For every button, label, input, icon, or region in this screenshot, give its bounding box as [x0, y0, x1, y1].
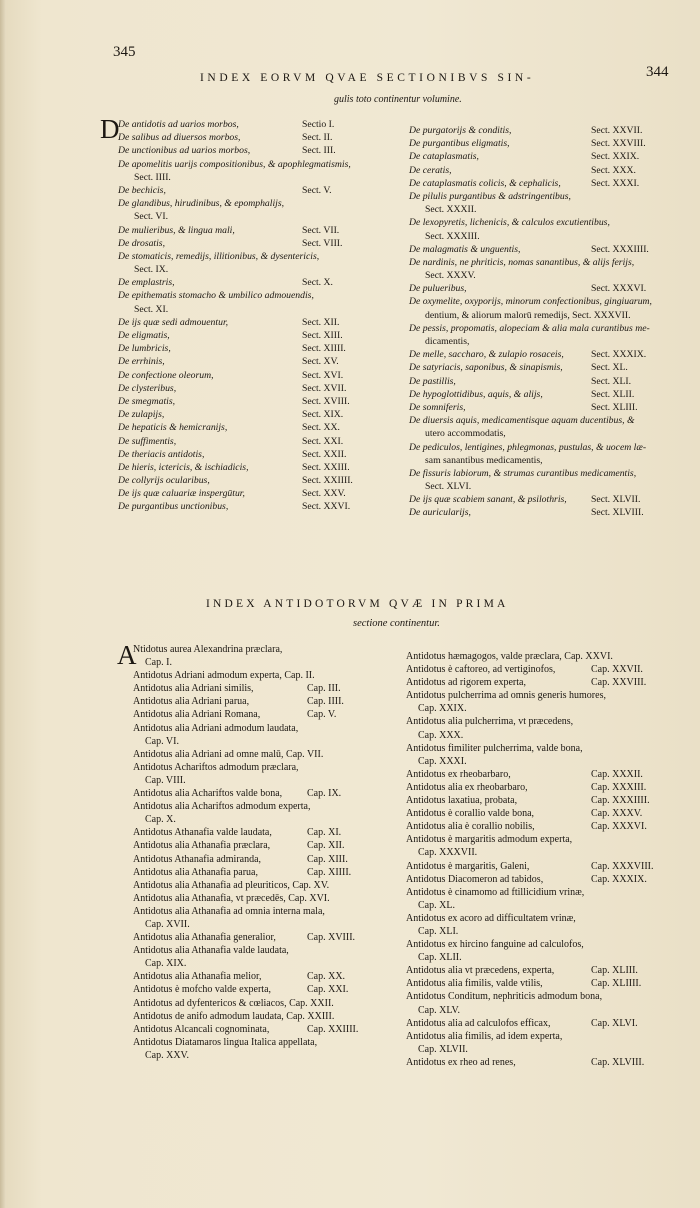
section-number: Sect. XXX. [591, 164, 636, 176]
index-entry-continuation: Cap. XXV. [145, 1049, 189, 1061]
index-entry-text: Antidotus Achariftos admodum præclara, [133, 761, 299, 773]
section-number: Sect. XIII. [302, 330, 343, 341]
running-head-subtitle: gulis toto continentur volumine. [334, 94, 462, 105]
chapter-number: Cap. XXI. [307, 984, 349, 996]
index-entry-continuation: Cap. XXXI. [418, 755, 467, 767]
index-entry-text: Antidotus alia Athanafia generalior, [133, 932, 276, 944]
index-entry [118, 237, 390, 250]
index-entry-text: Antidotus è mofcho valde experta, [133, 984, 272, 996]
index-entry [118, 421, 390, 434]
index-entry [406, 833, 678, 846]
index-entry-continuation: Sect. XXXV. [425, 270, 476, 282]
index-entry-text: De ceratis, [409, 164, 452, 176]
index-entry-text: De ijs quæ scabiem sanant, & psilothris, [409, 494, 567, 506]
chapter-number: Cap. XLVIII. [591, 1056, 645, 1068]
index-entry [133, 853, 395, 866]
index-entry [133, 866, 395, 879]
index-entry [133, 722, 395, 735]
index-entry-text: De unctionibus ad uarios morbos, [118, 145, 251, 157]
chapter-number: Cap. XLIII. [591, 965, 638, 977]
index-entry [133, 905, 395, 918]
index-entry [118, 355, 390, 368]
index-entry [409, 467, 674, 480]
index-entry-text: De ijs quæ caluariæ inspergūtur, [118, 488, 245, 500]
chapter-number: Cap. IX. [307, 788, 342, 800]
index-entry-text: De pilulis purgantibus & adstringentibus, [409, 190, 571, 202]
index-entry [409, 256, 674, 269]
index-entry [409, 375, 674, 388]
index-entry [406, 820, 678, 833]
index-entry-text: Antidotus fimiliter pulcherrima, valde bona, [406, 742, 583, 754]
index-entry [133, 748, 395, 761]
index-entry [406, 964, 678, 977]
chapter-number: Cap. III. [307, 683, 341, 695]
index-entry-text: Antidotus alia Achariftos admodum experta, [133, 801, 311, 813]
index-entry [406, 663, 678, 676]
index-entry [409, 493, 674, 506]
index-entry [406, 1017, 678, 1030]
section-number: Sect. XVII. [302, 382, 347, 394]
index-entry-text: Antidotus alia Adriani admodum laudata, [133, 722, 299, 734]
index-entry-text: De satyriacis, saponibus, & sinapismis, [409, 362, 563, 374]
chapter-number: Cap. XVIII. [307, 932, 356, 944]
index-entry [118, 158, 390, 171]
index-entry-continuation: Sect. XXXII. [425, 204, 477, 216]
index-entry [133, 879, 395, 892]
index-entry [118, 408, 390, 421]
index-entry-text: Antidotus alia fimilis, ad idem experta, [406, 1030, 563, 1042]
index-entry-text: De drosatis, [118, 237, 166, 249]
index-entry-text: De collyrijs ocularibus, [118, 475, 210, 487]
index-entry-continuation: Cap. XVII. [145, 918, 190, 930]
index-entry [409, 190, 674, 203]
index-entry [118, 487, 390, 500]
index-entry-continuation: Cap. XXIX. [418, 703, 467, 715]
section-number: Sect. XL. [591, 362, 628, 374]
index-entry [118, 448, 390, 461]
index-entry [133, 892, 395, 905]
index-entry-text: Antidotus è cinamomo ad ftillicidium vrinæ, [406, 886, 585, 898]
index-entry [133, 997, 395, 1010]
index-entry [409, 348, 674, 361]
index-entry-text: Antidotus alia Athanafia parua, [133, 866, 258, 878]
index-entry-text: Antidotus Athanafia valde laudata, [133, 827, 272, 839]
index-entry [133, 839, 395, 852]
index-entry [118, 329, 390, 342]
index-entry-text: De glandibus, hirudinibus, & epomphalijs, [118, 198, 285, 210]
index-entry [118, 382, 390, 395]
index-entry-text: Antidotus pulcherrima ad omnis generis humores, [406, 690, 606, 702]
index-entry-text: De emplastris, [118, 277, 175, 289]
index-entry [406, 676, 678, 689]
index-entry-text: Antidotus alia Athanafia præclara, [133, 840, 271, 852]
index-entry [409, 124, 674, 137]
chapter-number: Cap. XXXVI. [591, 821, 647, 833]
index-entry-text: Antidotus alia Adriani Romana, [133, 709, 261, 721]
index-entry [118, 197, 390, 210]
index-entry-text: De purgantibus unctionibus, [118, 501, 229, 513]
index-entry [133, 787, 395, 800]
antidote-index-left-column [117, 640, 395, 1062]
section-number: Sect. XXVIII. [591, 138, 646, 150]
index-entry [406, 807, 678, 820]
section-number: Sect. XXIX. [591, 151, 640, 163]
index-entry [133, 708, 395, 721]
index-entry [406, 715, 678, 728]
antidote-index-subtitle: sectione continentur. [353, 618, 440, 629]
index-entry-text: Antidotus de anifo admodum laudata, Cap. XXIII. [133, 1010, 335, 1022]
chapter-number: Cap. XLVI. [591, 1017, 638, 1029]
section-number: Sect. XLIII. [591, 401, 638, 413]
section-number: Sectio I. [302, 119, 335, 130]
index-entry-text: De errhinis, [118, 356, 165, 368]
index-entry [409, 361, 674, 374]
index-entry [118, 250, 390, 263]
page-gutter [0, 0, 6, 1208]
index-entry-text: De somniferis, [409, 401, 466, 413]
index-entry-text: Antidotus alia Athanafia ad omnia interna mala, [133, 905, 325, 917]
chapter-number: Cap. XXIIII. [307, 1023, 359, 1035]
index-entry-text: Antidotus alia Achariftos valde bona, [133, 788, 283, 800]
index-entry-text: De pediculos, lentigines, phlegmonas, pustulas, & uocem læ- [409, 441, 647, 453]
index-entry-continuation: Sect. XXXIII. [425, 230, 480, 242]
section-number: Sect. V. [302, 184, 332, 196]
index-entry-text: Antidotus alia fimilis, valde vtilis, [406, 978, 543, 990]
index-entry-text: Antidotus alia Adriani parua, [133, 696, 250, 708]
index-entry-text: Antidotus alia Adriani similis, [133, 683, 254, 695]
index-entry [409, 177, 674, 190]
index-entry [409, 164, 674, 177]
index-entry-text: De apomelitis uarijs compositionibus, & apophlegmatismis, [118, 158, 351, 170]
index-entry [406, 1030, 678, 1043]
index-entry-text: Antidotus alia Athanafia valde laudata, [133, 945, 289, 957]
index-entry-text: Antidotus Athanafia admiranda, [133, 853, 262, 865]
index-entry [118, 342, 390, 355]
index-entry [409, 282, 674, 295]
index-entry-text: De cataplasmatis colicis, & cephalicis, [409, 177, 561, 189]
index-entry-text: De smegmatis, [118, 395, 176, 407]
index-entry-continuation: dentium, & aliorum malorū remedijs, Sect. XXXVII. [425, 309, 631, 321]
index-entry-text: De theriacis antidotis, [118, 448, 205, 460]
section-number: Sect. XXII. [302, 448, 347, 460]
index-entry [409, 216, 674, 229]
index-entry [406, 742, 678, 755]
chapter-number: Cap. XIIII. [307, 866, 352, 878]
section-number: Sect. XXXIX. [591, 349, 647, 361]
section-number: Sect. XXVI. [302, 501, 351, 513]
index-entry-text: Antidotus laxatiua, probata, [406, 795, 518, 807]
section-number: Sect. III. [302, 145, 336, 157]
index-entry [406, 650, 678, 663]
section-index-right-column [409, 124, 674, 520]
index-entry-continuation: Cap. XLVII. [418, 1043, 468, 1055]
index-entry [133, 800, 395, 813]
index-entry-text: Antidotus alia vt præcedens, experta, [406, 965, 555, 977]
index-entry [118, 144, 390, 157]
index-entry [133, 761, 395, 774]
index-entry-text: Antidotus Diatamaros lingua Italica appellata, [133, 1036, 318, 1048]
index-entry-continuation: dicamentis, [425, 336, 470, 347]
section-number: Sect. XVI. [302, 369, 344, 381]
section-number: Sect. VIII. [302, 237, 343, 249]
index-entry-continuation: Cap. XLII. [418, 952, 462, 964]
chapter-number: Cap. V. [307, 709, 337, 721]
index-entry-text: Antidotus ad rigorem experta, [406, 677, 526, 689]
index-entry [406, 781, 678, 794]
index-entry [406, 689, 678, 702]
index-entry-text: De mulieribus, & lingua mali, [118, 224, 235, 236]
index-entry-text: De bechicis, [118, 184, 166, 196]
index-entry-text: De diuersis aquis, medicamentisque aquam ducentibus, & [409, 415, 635, 427]
index-entry [133, 826, 395, 839]
index-entry [118, 184, 390, 197]
index-entry [409, 506, 674, 519]
index-entry-text: De hepaticis & hemicranijs, [118, 422, 228, 434]
index-entry-text: Antidotus alia Athanafia ad pleuriticos, Cap. XV. [133, 879, 330, 891]
index-entry-text: De oxymelite, oxyporijs, minorum confectionibus, gingiuarum, [409, 296, 652, 308]
index-entry-text: De pulueribus, [409, 283, 467, 295]
index-entry-text: De purgantibus eligmatis, [409, 138, 510, 150]
index-entry [409, 295, 674, 308]
index-entry [133, 931, 395, 944]
index-entry-continuation: Cap. XXXVII. [418, 847, 478, 859]
index-entry [118, 289, 390, 302]
chapter-number: Cap. XII. [307, 840, 345, 852]
index-entry-continuation: Sect. VI. [134, 211, 168, 223]
index-entry-text: Antidotus alia pulcherrima, vt præcedens, [406, 716, 574, 728]
index-entry [118, 435, 390, 448]
index-entry [406, 1056, 678, 1069]
index-entry-text: Antidotus ex acoro ad difficultatem vrinæ, [406, 912, 576, 924]
chapter-number: Cap. XXXII. [591, 768, 643, 780]
page-number-right: 344 [646, 64, 669, 80]
section-number: Sect. XXXI. [591, 177, 640, 189]
index-entry [406, 977, 678, 990]
chapter-number: Cap. XXVIII. [591, 677, 647, 689]
index-entry-continuation: Cap. XLV. [418, 1004, 460, 1016]
index-entry [406, 768, 678, 781]
section-number: Sect. VII. [302, 224, 340, 236]
index-entry [406, 794, 678, 807]
index-entry-continuation: sam sanantibus medicamentis, [425, 454, 543, 466]
drop-capital: A [117, 640, 137, 670]
section-number: Sect. II. [302, 132, 333, 144]
index-entry [133, 944, 395, 957]
index-entry-continuation: Cap. VIII. [145, 774, 186, 786]
index-entry [409, 414, 674, 427]
antidote-index-right-column [406, 650, 678, 1069]
index-entry-text: De pessis, propomatis, alopeciam & alia mala curantibus me- [409, 322, 650, 334]
index-entry-text: Antidotus ex rheo ad renes, [406, 1056, 516, 1068]
section-number: Sect. XXI. [302, 435, 344, 447]
section-number: Sect. XVIII. [302, 395, 350, 407]
section-index-left-column [100, 114, 390, 514]
index-entry [133, 983, 395, 996]
index-entry [409, 441, 674, 454]
index-entry [406, 990, 678, 1003]
index-entry-text: De nardinis, ne phriticis, nomas sanantibus, & alijs ferijs, [409, 256, 635, 268]
index-entry-text: De eligmatis, [118, 330, 170, 341]
chapter-number: Cap. XX. [307, 971, 346, 983]
index-entry-continuation: Cap. XLI. [418, 925, 459, 937]
index-entry [409, 137, 674, 150]
index-entry-text: De purgatorijs & conditis, [409, 125, 512, 136]
section-number: Sect. XLI. [591, 375, 632, 387]
index-entry-continuation: utero accommodatis, [425, 428, 506, 440]
index-entry-continuation: Cap. X. [145, 814, 176, 826]
page-number-left: 345 [113, 44, 136, 60]
index-entry-text: De epithematis stomacho & umbilico admouendis, [118, 290, 314, 302]
index-entry-continuation: Cap. XL. [418, 899, 455, 911]
chapter-number: Cap. IIII. [307, 696, 344, 708]
section-number: Sect. XXXVI. [591, 283, 647, 295]
index-entry-continuation: Cap. I. [145, 657, 172, 669]
section-number: Sect. XV. [302, 356, 339, 368]
index-entry [409, 388, 674, 401]
index-entry [118, 461, 390, 474]
chapter-number: Cap. XXXIIII. [591, 795, 650, 807]
index-entry-text: De ijs quæ sedi admouentur, [118, 316, 229, 328]
index-entry [133, 1036, 395, 1049]
section-number: Sect. XX. [302, 422, 340, 434]
index-entry-text: De stomaticis, remedijs, illitionibus, & dysentericis, [118, 250, 320, 262]
section-number: Sect. XIIII. [302, 343, 346, 355]
index-entry-text: De pastillis, [409, 375, 456, 387]
section-number: Sect. XII. [302, 316, 340, 328]
chapter-number: Cap. XI. [307, 827, 342, 839]
index-entry-text: Antidotus hæmagogos, valde præclara, Cap. XXVI. [406, 651, 613, 662]
index-entry [118, 369, 390, 382]
index-entry-text: De hypoglottidibus, aquis, & alijs, [409, 388, 543, 400]
index-entry-text: De malagmatis & unguentis, [409, 243, 521, 255]
index-entry-text: Antidotus è caftoreo, ad vertiginofos, [406, 664, 556, 676]
index-entry-text: Antidotus Adriani admodum experta, Cap. II. [133, 670, 315, 682]
index-entry-text: Antidotus alia Adriani ad omne malū, Cap. VII. [133, 748, 324, 760]
index-entry [406, 886, 678, 899]
index-entry [118, 474, 390, 487]
section-number: Sect. XXIIII. [302, 475, 353, 487]
index-entry-text: Antidotus ex hircino fanguine ad calculofos, [406, 939, 584, 951]
chapter-number: Cap. XXXIII. [591, 781, 647, 793]
chapter-number: Cap. XIII. [307, 853, 348, 865]
index-entry [409, 322, 674, 335]
index-entry-text: Antidotus alia ex rheobarbaro, [406, 781, 528, 793]
index-entry [118, 224, 390, 237]
index-entry-text: De lumbricis, [118, 343, 171, 355]
index-entry [118, 500, 390, 513]
index-entry [118, 395, 390, 408]
index-entry-text: De suffimentis, [118, 435, 177, 447]
index-entry [133, 1023, 395, 1036]
section-number: Sect. XXV. [302, 488, 346, 500]
index-entry [133, 970, 395, 983]
index-entry-text: De auricularijs, [409, 507, 471, 519]
index-entry-text: Antidotus Conditum, nephriticis admodum bona, [406, 991, 603, 1003]
index-entry-text: De lexopyretis, lichenicis, & calculos excutientibus, [409, 217, 610, 229]
index-entry-text: De antidotis ad uarios morbos, [118, 119, 239, 130]
chapter-number: Cap. XLIIII. [591, 978, 642, 990]
chapter-number: Cap. XXXIX. [591, 873, 647, 885]
section-number: Sect. XLVII. [591, 494, 641, 506]
section-number: Sect. XIX. [302, 409, 344, 421]
section-number: Sect. XXVII. [591, 125, 643, 136]
index-entry-text: Antidotus alia è corallio nobilis, [406, 821, 535, 833]
index-entry [118, 131, 390, 144]
index-entry-text: Antidotus Alcancali cognominata, [133, 1023, 270, 1035]
index-entry-continuation: Cap. XIX. [145, 958, 187, 970]
index-entry-continuation: Sect. XLVI. [425, 481, 472, 493]
index-entry-continuation: Cap. VI. [145, 735, 179, 747]
section-number: Sect. XLVIII. [591, 507, 644, 519]
index-entry-text: Antidotus alia Athanafia, vt præcedēs, Cap. XVI. [133, 892, 330, 904]
index-entry-text: De cataplasmatis, [409, 151, 479, 163]
index-entry [406, 938, 678, 951]
section-number: Sect. XXIII. [302, 461, 350, 473]
index-entry [133, 695, 395, 708]
index-entry-continuation: Sect. IX. [134, 264, 169, 276]
antidote-index-title: INDEX ANTIDOTORVM QVÆ IN PRIMA [206, 598, 509, 610]
chapter-number: Cap. XXXVIII. [591, 860, 654, 872]
index-entry [409, 401, 674, 414]
index-entry-text: Antidotus ex rheobarbaro, [406, 768, 511, 780]
section-number: Sect. XLII. [591, 388, 635, 400]
index-entry [133, 1010, 395, 1023]
chapter-number: Cap. XXXV. [591, 808, 643, 820]
index-entry-text: Antidotus Diacomeron ad tabidos, [406, 873, 544, 885]
index-entry-text: De clysteribus, [118, 382, 177, 394]
drop-capital: D [100, 114, 120, 144]
section-number: Sect. XXXIIII. [591, 243, 649, 255]
index-entry [406, 873, 678, 886]
index-entry-continuation: Sect. XI. [134, 303, 169, 315]
index-entry-text: Antidotus è margaritis admodum experta, [406, 834, 573, 846]
index-entry [406, 912, 678, 925]
index-entry-text: Antidotus è margaritis, Galeni, [406, 860, 530, 872]
index-entry-text: Antidotus alia ad calculofos efficax, [406, 1017, 551, 1029]
index-entry [406, 860, 678, 873]
index-entry-text: De zulapijs, [118, 409, 165, 421]
index-entry-text: Ntidotus aurea Alexandrina præclara, [133, 644, 283, 655]
running-head-title: INDEX EORVM QVAE SECTIONIBVS SIN- [200, 72, 535, 84]
index-entry-text: Antidotus è corallio valde bona, [406, 808, 535, 820]
index-entry-text: Antidotus alia Athanafia melior, [133, 971, 262, 983]
index-entry-text: De confectione oleorum, [118, 369, 214, 381]
index-entry [409, 150, 674, 163]
index-entry-continuation: Cap. XXX. [418, 729, 464, 741]
index-entry-text: De fissuris labiorum, & strumas curantibus medicamentis, [409, 467, 637, 479]
index-entry-continuation: Sect. IIII. [134, 171, 171, 183]
section-number: Sect. X. [302, 277, 333, 289]
index-entry [133, 669, 395, 682]
index-entry [409, 243, 674, 256]
chapter-number: Cap. XXVII. [591, 664, 643, 676]
index-entry [118, 316, 390, 329]
index-entry-text: De hieris, ictericis, & ischiadicis, [118, 461, 249, 473]
index-entry-text: De melle, saccharo, & zulapio rosaceis, [409, 349, 564, 361]
index-entry-text: Antidotus ad dyfentericos & cœliacos, Cap. XXII. [133, 997, 334, 1009]
index-entry-text: De salibus ad diuersos morbos, [118, 132, 241, 144]
index-entry [118, 276, 390, 289]
index-entry [133, 682, 395, 695]
